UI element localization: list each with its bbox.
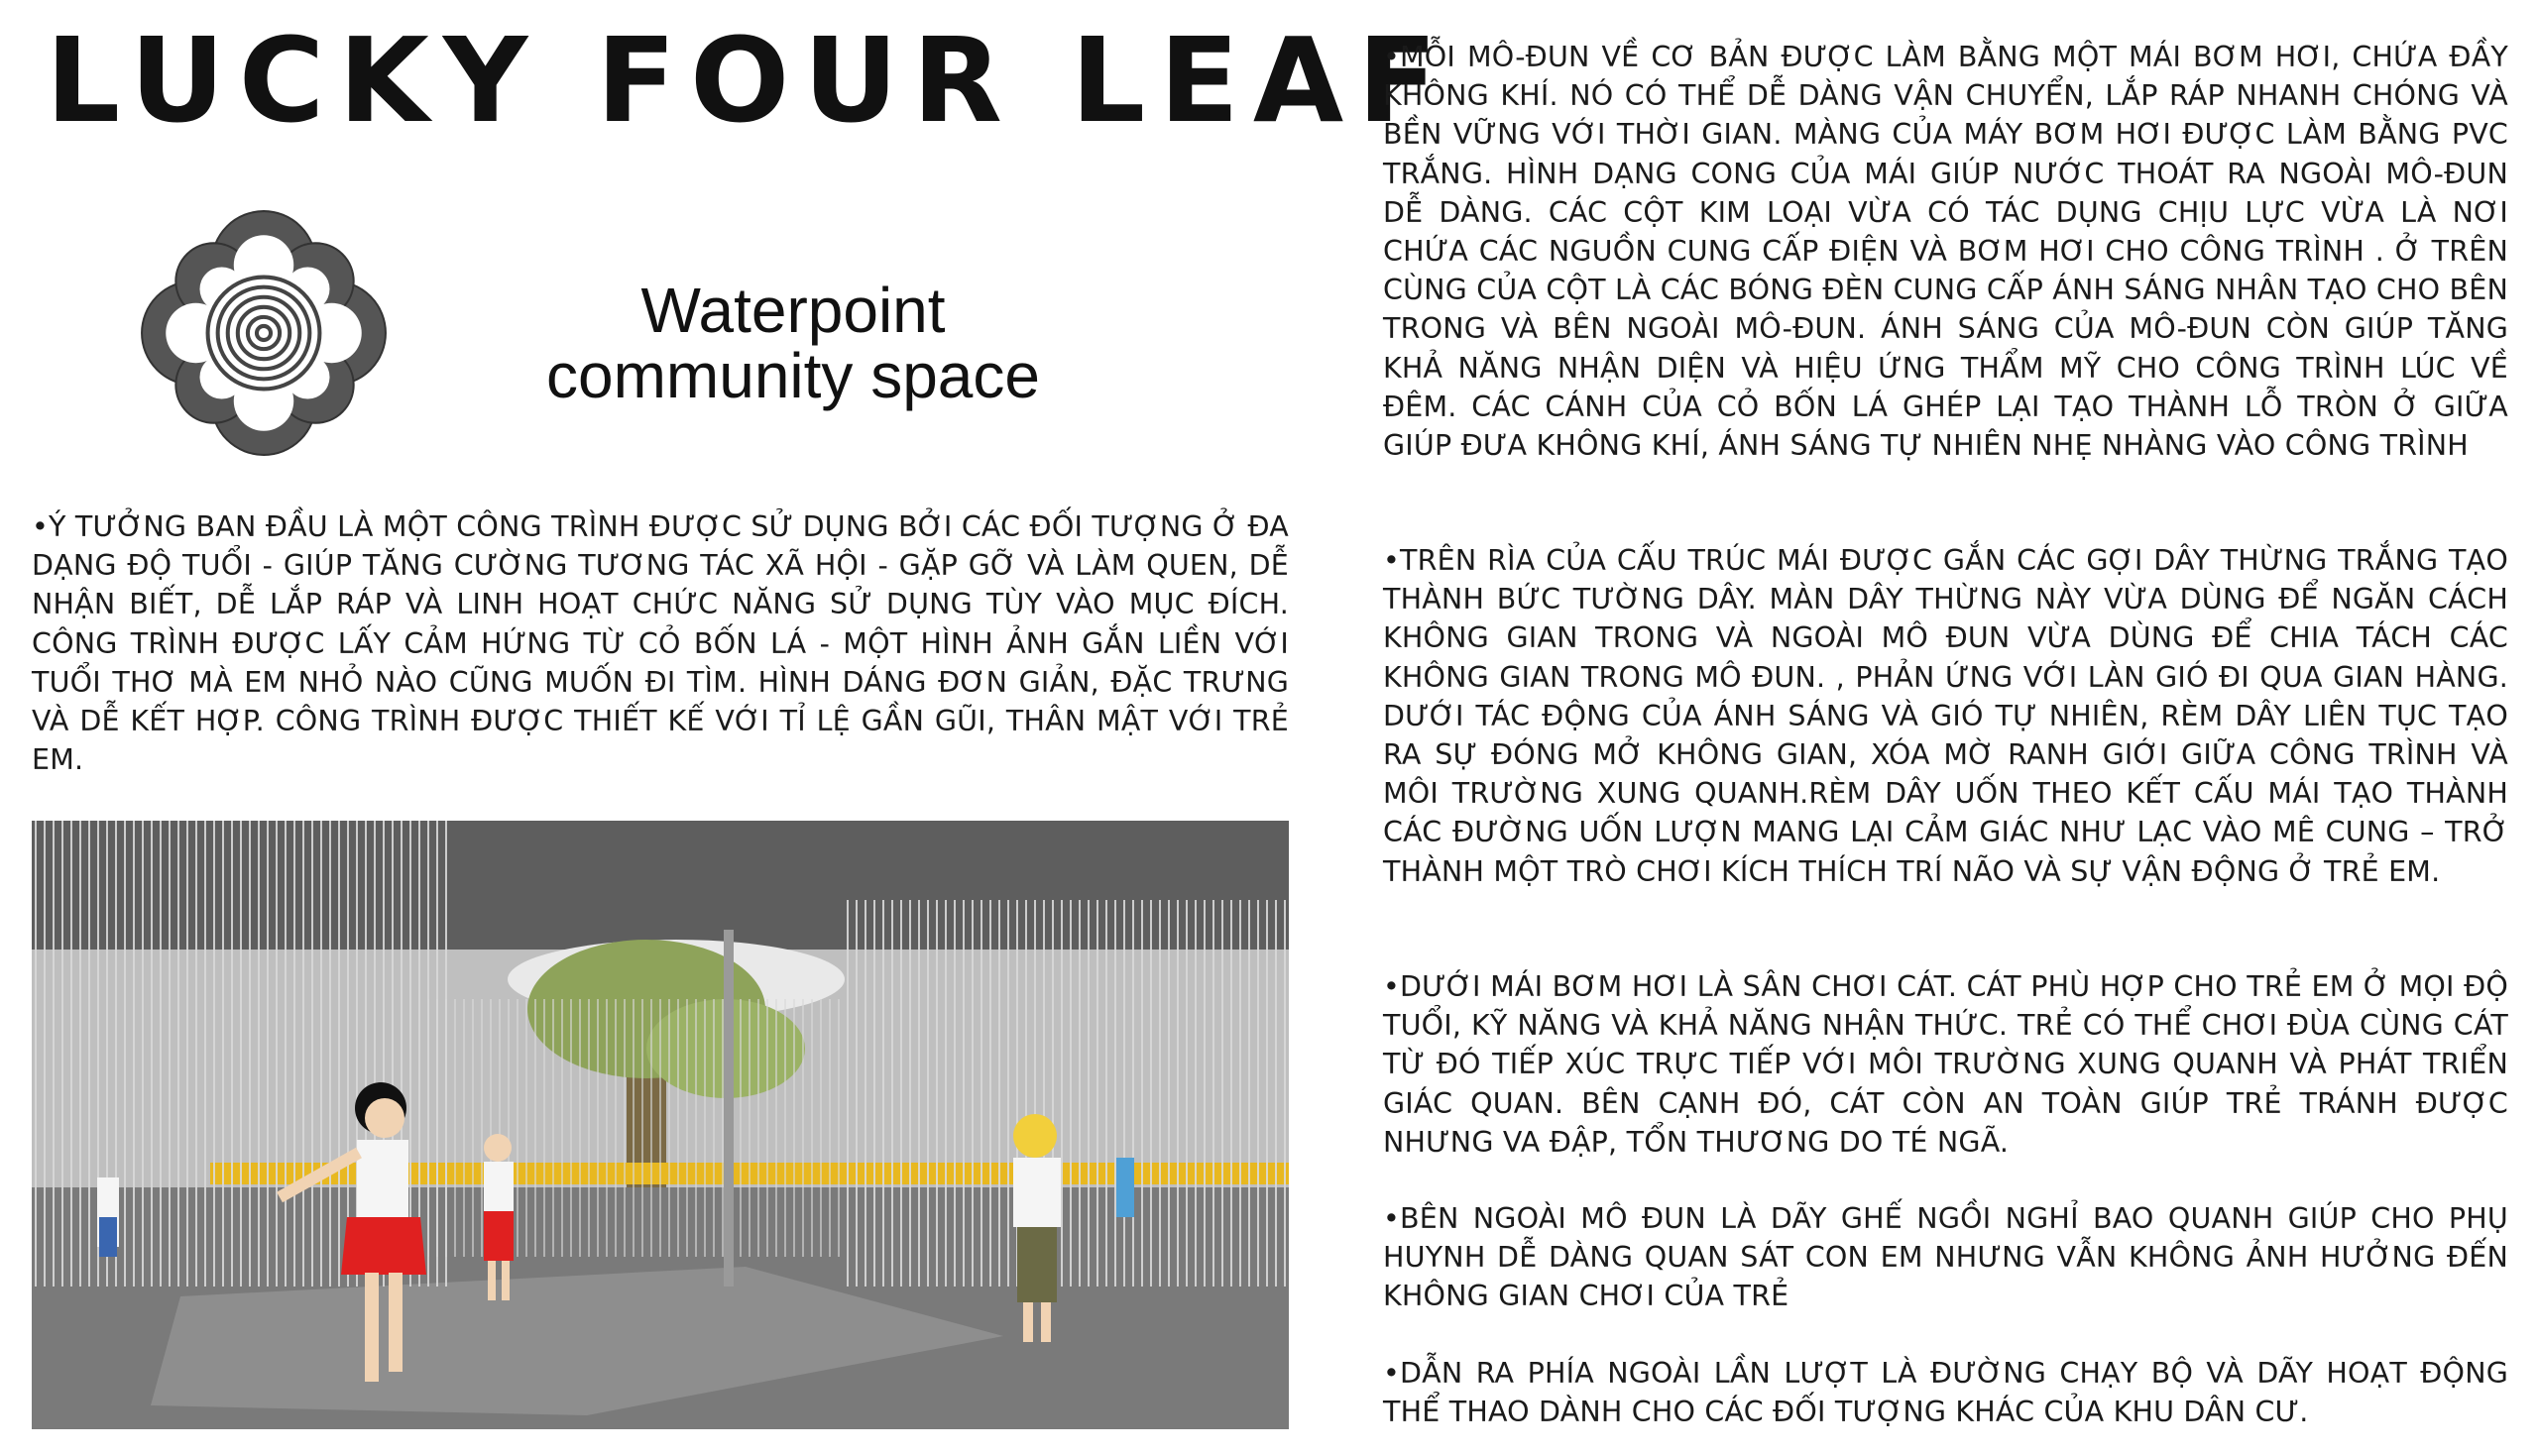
paragraph-module: •MỖI MÔ-ĐUN VỀ CƠ BẢN ĐƯỢC LÀM BẰNG MỘT MÁI BƠM HƠI, CHỨA ĐẦY KHÔNG KHÍ. NÓ CÓ THỂ DỄ DÀNG VẬN CHUYỂN, LẮP RÁP NHANH CHÓNG VÀ BỀN VỮNG VỚI THỜI GIAN. MÀNG CỦA MÁY BƠM HƠI ĐƯỢC LÀM BẰNG PVC TRẮNG. HÌNH DẠNG CONG CỦA MÁI GIÚP NƯỚC THOÁT RA NGOÀI MÔ-ĐUN DỄ DÀNG. CÁC CỘT KIM LOẠI VỪA CÓ TÁC DỤNG CHỊU LỰC VỪA LÀ NƠI CHỨA CÁC NGUỒN CUNG CẤP ĐIỆN VÀ BƠM HƠI CHO CÔNG TRÌNH . Ở TRÊN CÙNG CỦA CỘT LÀ CÁC BÓNG ĐÈN CUNG CẤP ÁNH SÁNG NHÂN TẠO CHO BÊN TRONG VÀ BÊN NGOÀI MÔ-ĐUN. ÁNH SÁNG CỦA MÔ-ĐUN CÒN GIÚP TĂNG KHẢ NĂNG NHẬN DIỆN VÀ HIỆU ỨNG THẨM MỸ CHO CÔNG TRÌNH LÚC VỀ ĐÊM. CÁC CÁNH CỦA CỎ BỐN LÁ GHÉP LẠI TẠO THÀNH LỖ TRÒN Ở GIỮA GIÚP ĐƯA KHÔNG KHÍ, ÁNH SÁNG TỰ NHIÊN NHẸ NHÀNG VÀO CÔNG TRÌNH — [1383, 41, 2508, 463]
paragraph-sand-playground: •DƯỚI MÁI BƠM HƠI LÀ SÂN CHƠI CÁT. CÁT PHÙ HỢP CHO TRẺ EM Ở MỌI ĐỘ TUỔI, KỸ NĂNG VÀ KHẢ NĂNG NHẬN THỨC. TRẺ CÓ THỂ CHƠI ĐÙA CÙNG CÁT TỪ ĐÓ TIẾP XÚC TRỰC TIẾP VỚI MÔI TRƯỜNG XUNG QUANH VÀ PHÁT TRIỂN GIÁC QUAN. BÊN CẠNH ĐÓ, CÁT CÒN AN TOÀN GIÚP TRẺ TRÁNH ĐƯỢC NHƯNG VA ĐẬP, TỔN THƯƠNG DO TÉ NGÃ. — [1383, 970, 2508, 1159]
subtitle — [436, 275, 1150, 411]
subtitle-line-2: community space — [546, 340, 1040, 411]
four-leaf-flower-icon — [134, 203, 394, 463]
paragraph-seating: •BÊN NGOÀI MÔ ĐUN LÀ DÃY GHẾ NGỒI NGHỈ BAO QUANH GIÚP CHO PHỤ HUYNH DỄ DÀNG QUAN SÁT CON EM NHƯNG VẪN KHÔNG ẢNH HƯỞNG ĐẾN KHÔNG GIAN CHƠI CỦA TRẺ — [1383, 1202, 2508, 1313]
subtitle-line-1: Waterpoint — [640, 275, 946, 346]
paragraph-running-track: •DẪN RA PHÍA NGOÀI LẦN LƯỢT LÀ ĐƯỜNG CHẠY BỘ VÀ DÃY HOẠT ĐỘNG THỂ THAO DÀNH CHO CÁC ĐỐI TƯỢNG KHÁC CỦA KHU DÂN CƯ. — [1383, 1357, 2508, 1429]
page-title: LUCKY FOUR LEAF — [46, 12, 1451, 149]
intro-paragraph: •Ý TƯỞNG BAN ĐẦU LÀ MỘT CÔNG TRÌNH ĐƯỢC SỬ DỤNG BỞI CÁC ĐỐI TƯỢNG Ở ĐA DẠNG ĐỘ TUỔI - GIÚP TĂNG CƯỜNG TƯƠNG TÁC XÃ HỘI - GẶP GỠ VÀ LÀM QUEN, DỄ NHẬN BIẾT, DỄ LẮP RÁP VÀ LINH HOẠT CHỨC NĂNG SỬ DỤNG TÙY VÀO MỤC ĐÍCH. CÔNG TRÌNH ĐƯỢC LẤY CẢM HỨNG TỪ CỎ BỐN LÁ - MỘT HÌNH ẢNH GẮN LIỀN VỚI TUỔI THƠ MÀ EM NHỎ NÀO CŨNG MUỐN ĐI TÌM. HÌNH DÁNG ĐƠN GIẢN, ĐẶC TRƯNG VÀ DỄ KẾT HỢP. CÔNG TRÌNH ĐƯỢC THIẾT KẾ VỚI TỈ LỆ GẦN GŨI, THÂN MẬT VỚI TRẺ EM. — [32, 510, 1289, 777]
render-illustration — [32, 821, 1289, 1429]
paragraph-rope-wall: •TRÊN RÌA CỦA CẤU TRÚC MÁI ĐƯỢC GẮN CÁC GỢI DÂY THỪNG TRẮNG TẠO THÀNH BỨC TƯỜNG DÂY. MÀN DÂY THỪNG NÀY VỪA DÙNG ĐỂ NGĂN CÁCH KHÔNG GIAN TRONG VÀ NGOÀI MÔ ĐUN VỪA DÙNG ĐỂ CHIA TÁCH CÁC KHÔNG GIAN TRONG MÔ ĐUN. , PHẢN ỨNG VỚI LÀN GIÓ ĐI QUA GIAN HÀNG. DƯỚI TÁC ĐỘNG CỦA ÁNH SÁNG VÀ GIÓ TỰ NHIÊN, RÈM DÂY LIÊN TỤC TẠO RA SỰ ĐÓNG MỞ KHÔNG GIAN, XÓA MỜ RANH GIỚI GIỮA CÔNG TRÌNH VÀ MÔI TRƯỜNG XUNG QUANH.RÈM DÂY UỐN THEO KẾT CẤU MÁI TẠO THÀNH CÁC ĐƯỜNG UỐN LƯỢN MANG LẠI CẢM GIÁC NHƯ LẠC VÀO MÊ CUNG – TRỞ THÀNH MỘT TRÒ CHƠI KÍCH THÍCH TRÍ NÃO VÀ SỰ VẬN ĐỘNG Ở TRẺ EM. — [1383, 544, 2508, 888]
